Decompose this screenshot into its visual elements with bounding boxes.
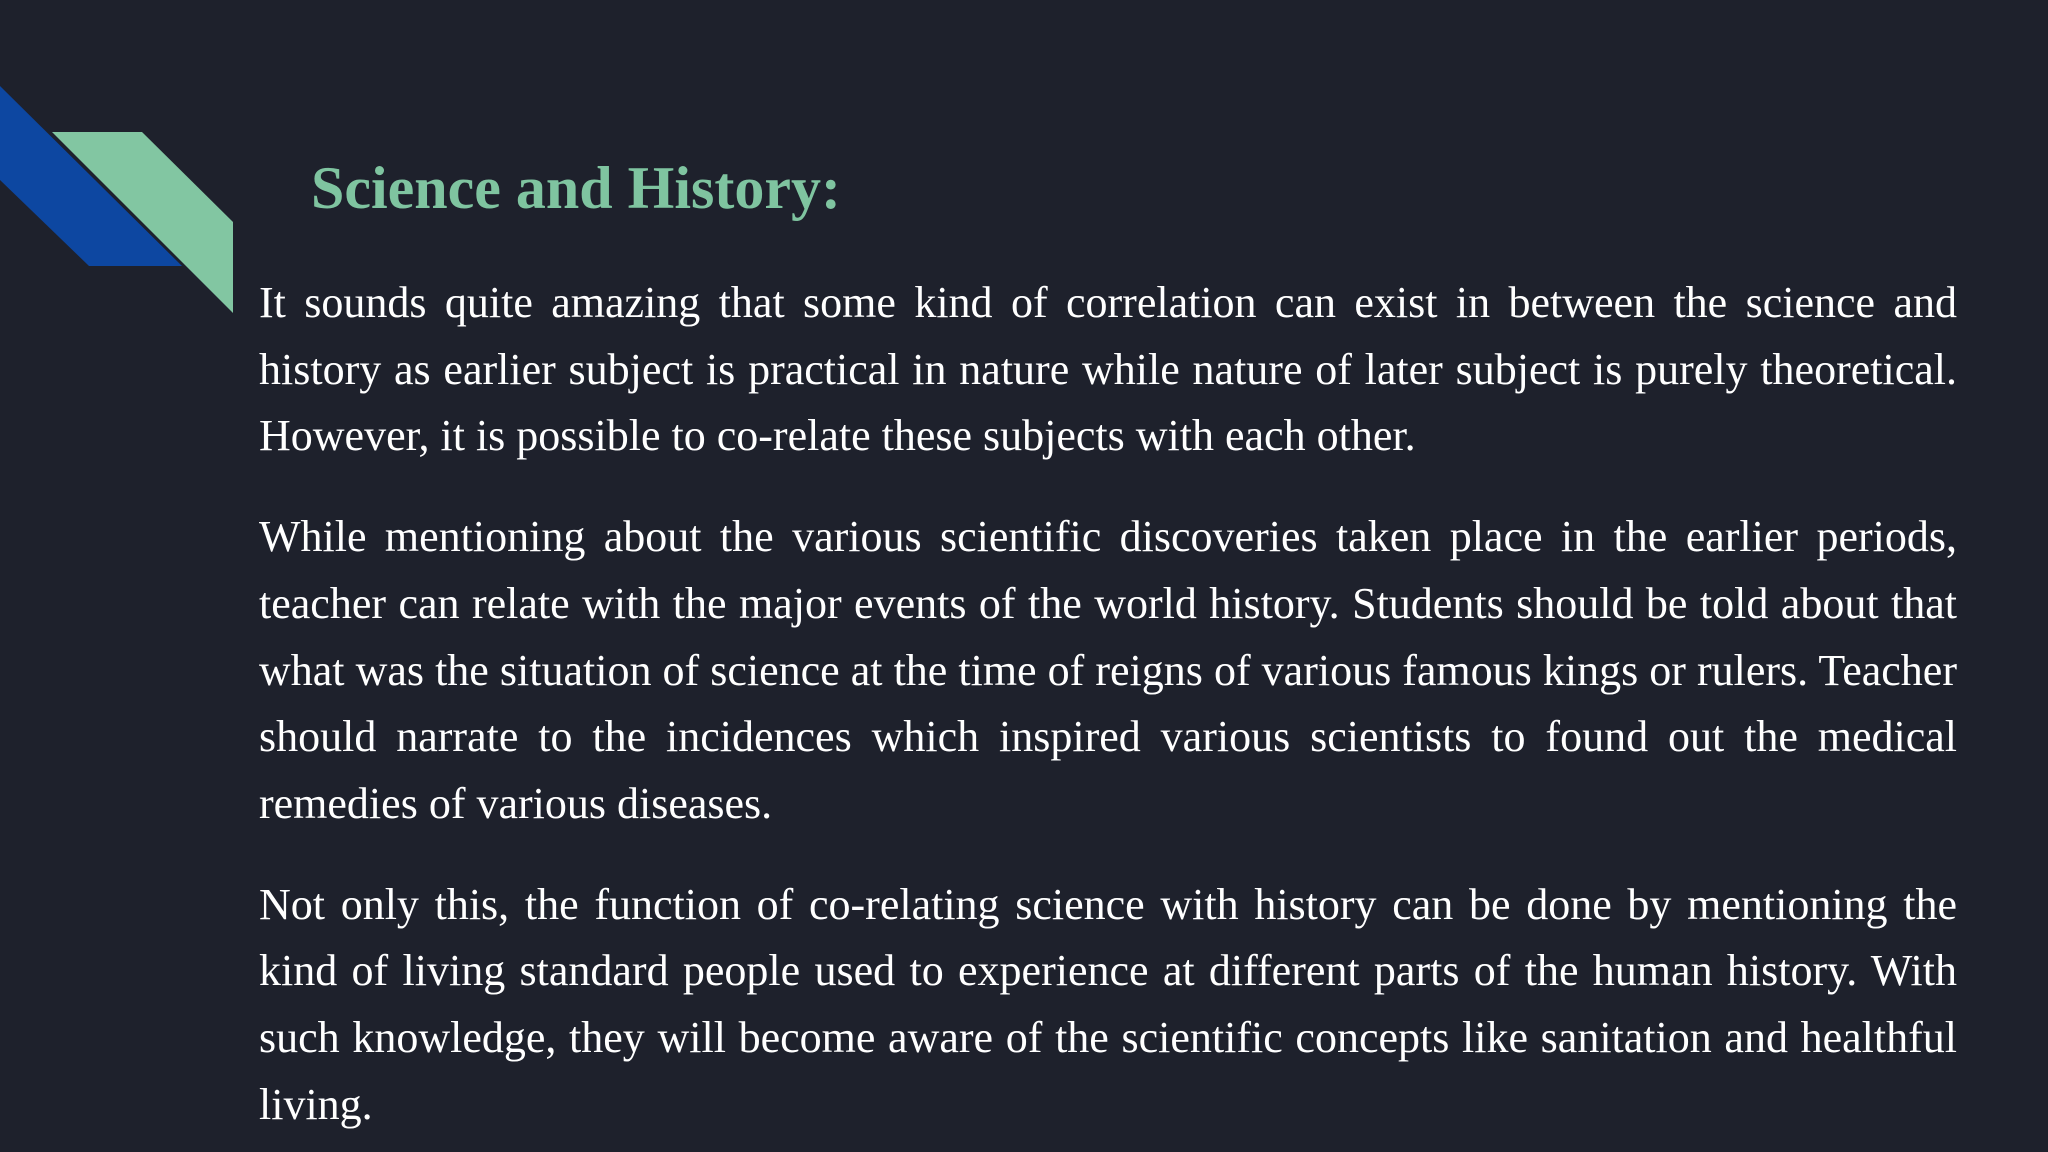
paragraph-2: While mentioning about the various scientific discoveries taken place in the earlier periods, teacher can relate with the major events of the world history. Students should be told about that what was the situation of science at the time of reigns of various famous kings or rulers. Teacher should narrate to the incidences which inspired various scientists to found out the medical remedies of various diseases. [259,512,1957,828]
slide-title: Science and History: [311,155,841,221]
paragraph-3: Not only this, the function of co-relating science with history can be done by mentioning the kind of living standard people used to experience at different parts of the human history. With such knowledge, they will become aware of the scientific concepts like sanitation and healthful living. [259,879,1957,1129]
corner-ribbon-decoration [0,0,240,320]
paragraph-1: It sounds quite amazing that some kind of correlation can exist in between the science and history as earlier subject is practical in nature while nature of later subject is purely theoretical. However, it is possible to co-relate these subjects with each other. [259,278,1957,461]
slide-body [259,270,1957,1138]
